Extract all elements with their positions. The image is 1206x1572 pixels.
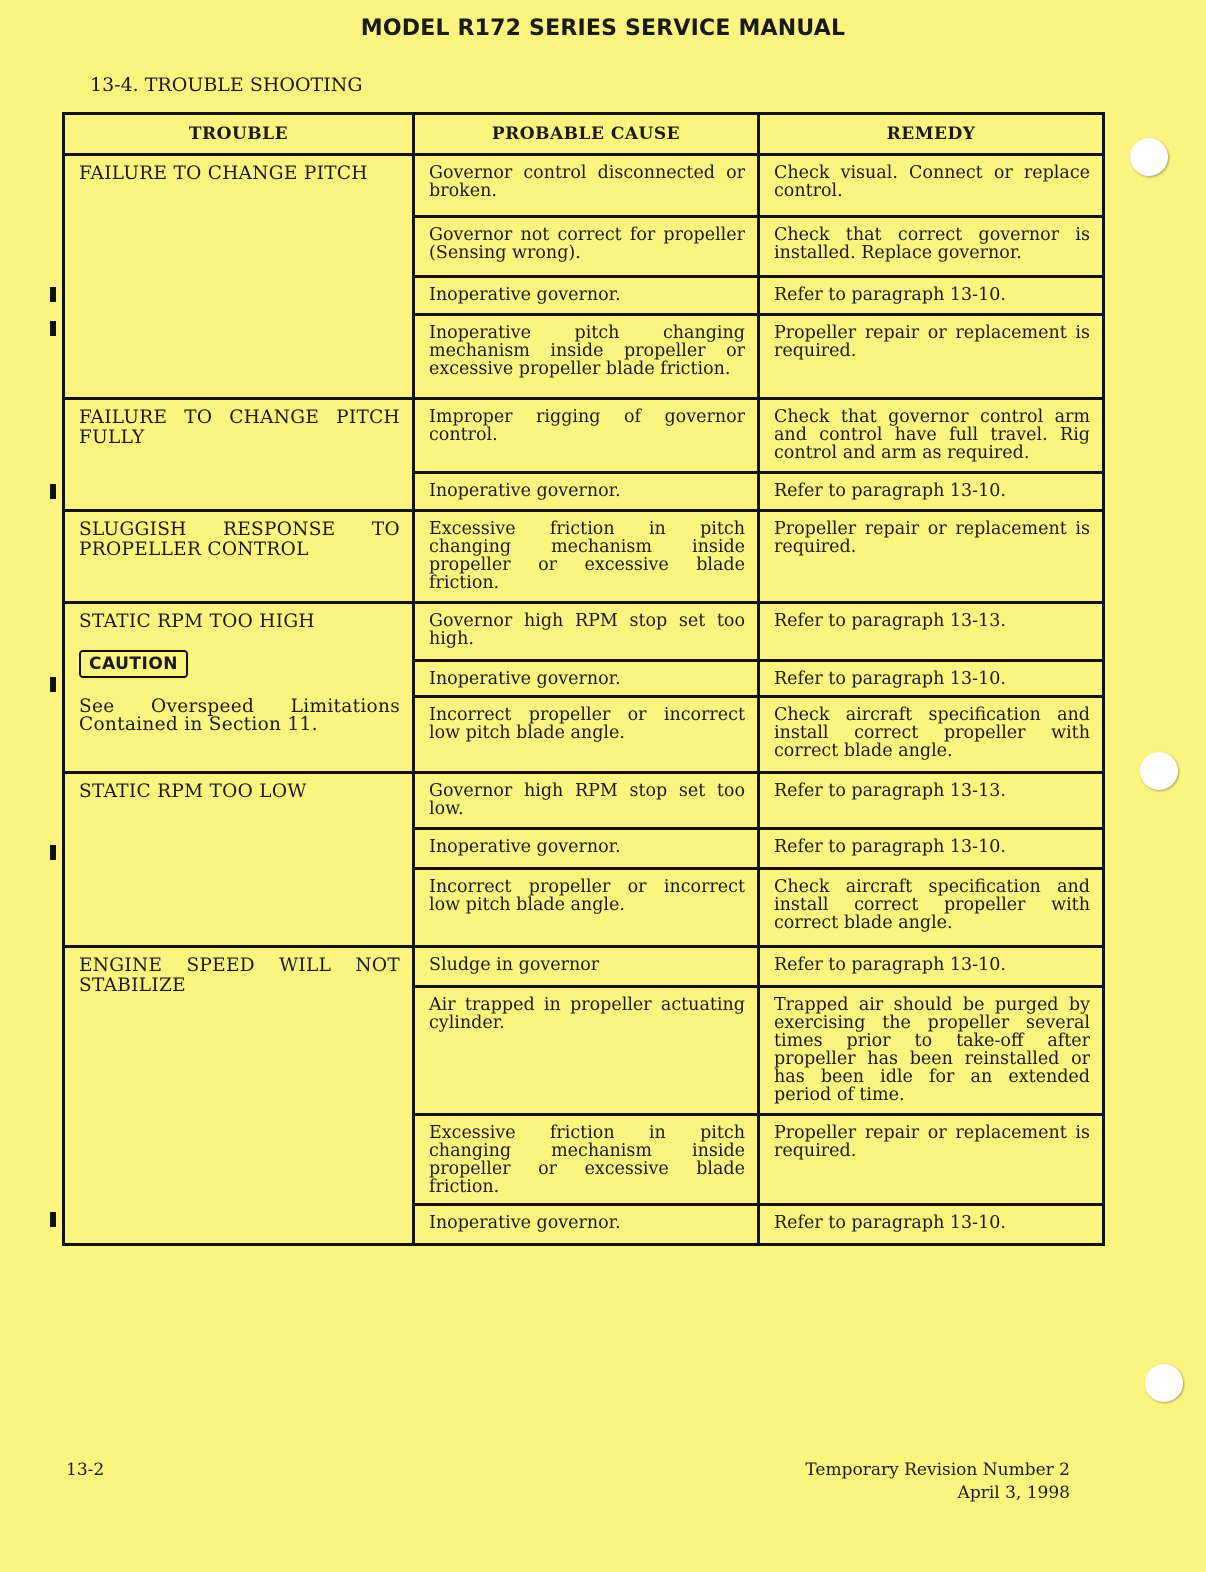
cause-cell: Inoperative governor. [414, 829, 759, 869]
revision-change-bar [50, 677, 56, 692]
cause-cell: Inoperative governor. [414, 661, 759, 697]
revision-change-bar [50, 287, 56, 302]
cause-cell: Inoperative pitch changing mechanism inside propeller or excessive propeller blade friction. [414, 315, 759, 399]
remedy-cell: Refer to paragraph 13-10. [759, 1205, 1104, 1245]
remedy-cell: Refer to paragraph 13-10. [759, 473, 1104, 511]
cause-cell: Inoperative governor. [414, 1205, 759, 1245]
revision-change-bar [50, 321, 56, 336]
cause-cell: Incorrect propeller or incorrect low pitch blade angle. [414, 869, 759, 947]
remedy-cell: Check aircraft specification and install correct propeller with correct blade angle. [759, 869, 1104, 947]
remedy-cell: Trapped air should be purged by exercising the propeller several times prior to take-off after propeller has been reinstalled or has been idle for an extended period of time. [759, 987, 1104, 1115]
table-row [64, 399, 1104, 473]
revision-change-bar [50, 484, 56, 499]
page-title: MODEL R172 SERIES SERVICE MANUAL [360, 16, 846, 41]
cause-cell: Governor high RPM stop set too high. [414, 603, 759, 661]
remedy-cell: Refer to paragraph 13-10. [759, 947, 1104, 987]
revision-date: April 3, 1998 [957, 1483, 1070, 1503]
remedy-cell: Propeller repair or replacement is required. [759, 1115, 1104, 1205]
cause-cell: Governor high RPM stop set too low. [414, 773, 759, 829]
revision-info [805, 1459, 1070, 1505]
revision-change-bar [50, 845, 56, 860]
remedy-cell: Propeller repair or replacement is required. [759, 511, 1104, 603]
cause-cell: Incorrect propeller or incorrect low pitch blade angle. [414, 697, 759, 773]
remedy-cell: Check that governor control arm and control have full travel. Rig control and arm as required. [759, 399, 1104, 473]
remedy-cell: Refer to paragraph 13-10. [759, 661, 1104, 697]
caution-badge: CAUTION [79, 650, 188, 678]
cause-cell: Inoperative governor. [414, 277, 759, 315]
remedy-cell: Check that correct governor is installed. Replace governor. [759, 217, 1104, 277]
cause-cell: Governor not correct for propeller (Sensing wrong). [414, 217, 759, 277]
column-header-remedy: REMEDY [759, 114, 1104, 155]
cause-cell: Excessive friction in pitch changing mechanism inside propeller or excessive blade friction. [414, 511, 759, 603]
table-header-row [64, 114, 1104, 155]
table-row [64, 603, 1104, 661]
remedy-cell: Refer to paragraph 13-13. [759, 603, 1104, 661]
trouble-cell: STATIC RPM TOO LOW [64, 773, 414, 947]
caution-note: See Overspeed Limitations Contained in Section 11. [79, 696, 400, 735]
punch-hole [1130, 138, 1168, 176]
remedy-cell: Refer to paragraph 13-10. [759, 277, 1104, 315]
cause-cell: Excessive friction in pitch changing mechanism inside propeller or excessive blade friction. [414, 1115, 759, 1205]
punch-hole [1145, 1364, 1183, 1402]
trouble-cell: SLUGGISH RESPONSE TO PROPELLER CONTROL [64, 511, 414, 603]
cause-cell: Governor control disconnected or broken. [414, 155, 759, 217]
remedy-cell: Propeller repair or replacement is required. [759, 315, 1104, 399]
trouble-label: STATIC RPM TOO HIGH [79, 611, 315, 632]
table-row [64, 947, 1104, 987]
revision-change-bar [50, 1212, 56, 1227]
trouble-cell: FAILURE TO CHANGE PITCH [64, 155, 414, 399]
cause-cell: Improper rigging of governor control. [414, 399, 759, 473]
cause-cell: Air trapped in propeller actuating cylinder. [414, 987, 759, 1115]
remedy-cell: Check visual. Connect or replace control. [759, 155, 1104, 217]
revision-label: Temporary Revision Number 2 [805, 1460, 1070, 1480]
trouble-cell: FAILURE TO CHANGE PITCH FULLY [64, 399, 414, 511]
table-row [64, 155, 1104, 217]
column-header-trouble: TROUBLE [64, 114, 414, 155]
column-header-probable-cause: PROBABLE CAUSE [414, 114, 759, 155]
cause-cell: Inoperative governor. [414, 473, 759, 511]
remedy-cell: Check aircraft specification and install correct propeller with correct blade angle. [759, 697, 1104, 773]
remedy-cell: Refer to paragraph 13-10. [759, 829, 1104, 869]
remedy-cell: Refer to paragraph 13-13. [759, 773, 1104, 829]
table-row [64, 511, 1104, 603]
page-number: 13-2 [66, 1460, 105, 1480]
troubleshooting-table [62, 112, 1105, 1246]
trouble-cell [64, 603, 414, 773]
table-row [64, 773, 1104, 829]
section-heading: 13-4. TROUBLE SHOOTING [90, 74, 363, 96]
punch-hole [1140, 752, 1178, 790]
trouble-cell: ENGINE SPEED WILL NOT STABILIZE [64, 947, 414, 1245]
cause-cell: Sludge in governor [414, 947, 759, 987]
